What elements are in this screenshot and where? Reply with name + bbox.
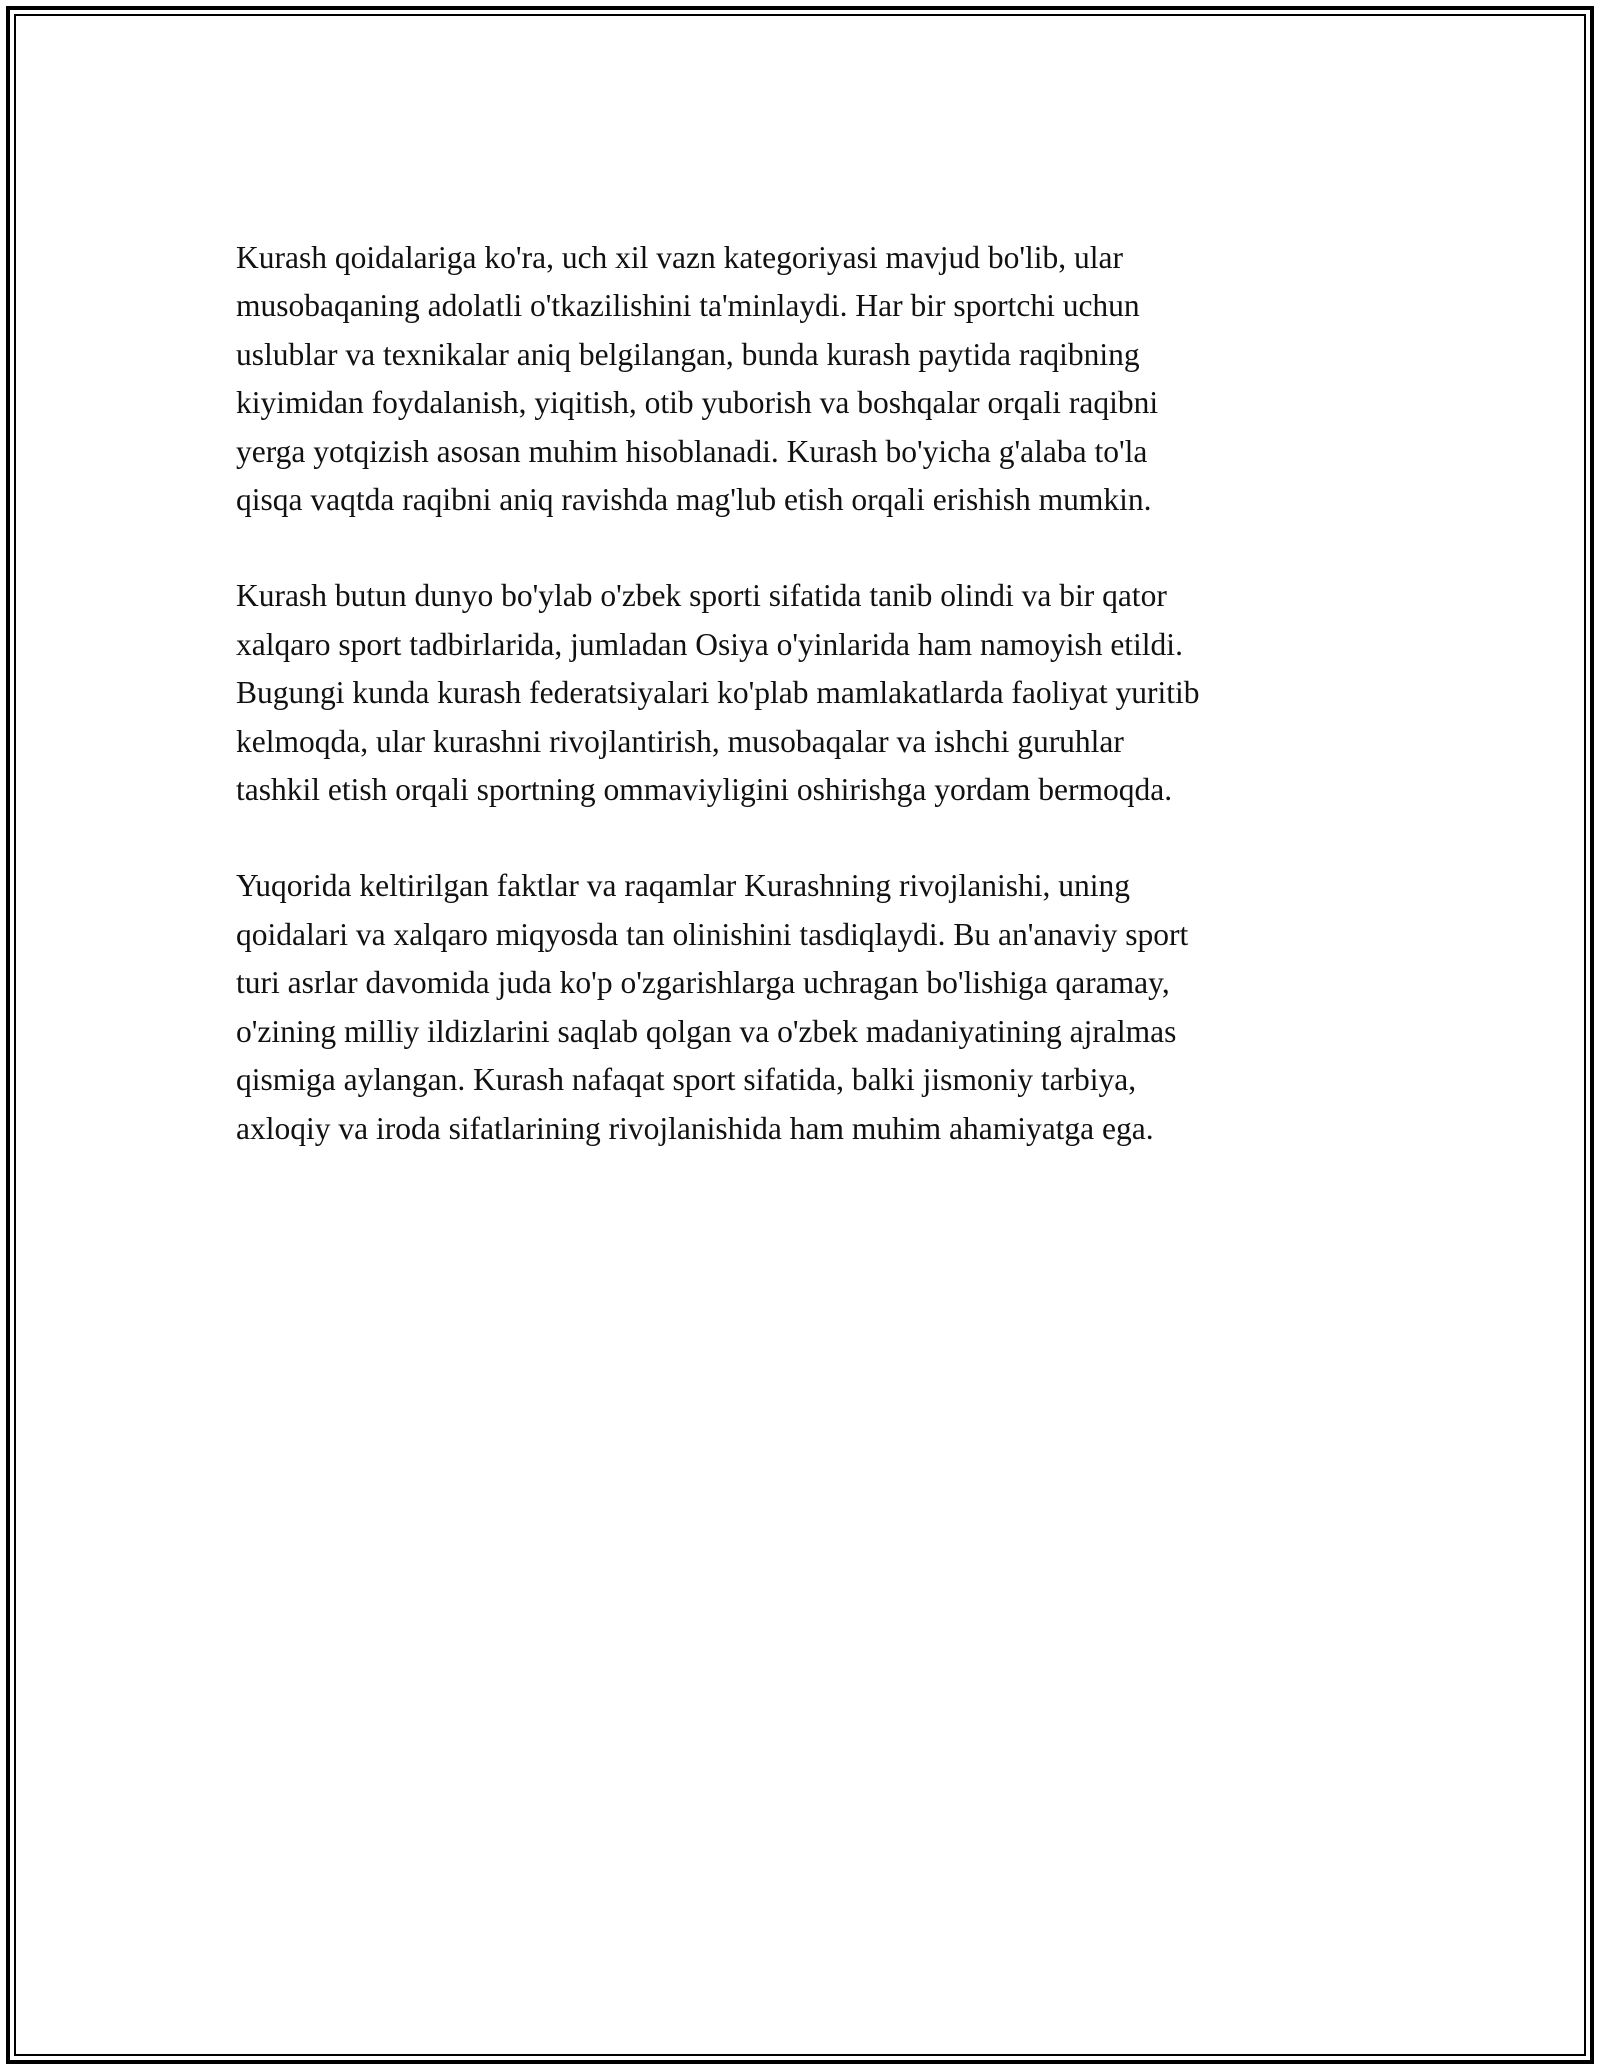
paragraph-conclusion: Yuqorida keltirilgan faktlar va raqamlar Kurashning rivojlanishi, uning qoidalari va xalqaro miqyosda tan olinishini tasdiqlaydi. Bu an'anaviy sport turi asrlar davomida juda ko'p o'zgarishlarga uchragan bo'lishiga qaramay, o'zining milliy ildizlarini saqlab qolgan va o'zbek madaniyatining ajralmas qismiga aylangan. Kurash nafaqat sport sifatida, balki jismoniy tarbiya, axloqiy va iroda sifatlarining rivojlanishida ham muhim ahamiyatga ega. bbox=[236, 868, 1189, 1146]
paragraph-international-recognition: Kurash butun dunyo bo'ylab o'zbek sporti sifatida tanib olindi va bir qator xalqaro sport tadbirlarida, jumladan Osiya o'yinlarida ham namoyish etildi. Bugungi kunda kurash federatsiyalari ko'plab mamlakatlarda faoliyat yuritib kelmoqda, ular kurashni rivojlantirish, musobaqalar va ishchi guruhlar tashkil etish orqali sportning ommaviyligini oshirishga yordam bermoqda. bbox=[236, 578, 1200, 808]
paragraph-rules: Kurash qoidalariga ko'ra, uch xil vazn kategoriyasi mavjud bo'lib, ular musobaqaning adolatli o'tkazilishini ta'minlaydi. Har bir sportchi uchun uslublar va texnikalar aniq belgilangan, bunda kurash paytida raqibning kiyimidan foydalanish, yiqitish, otib yuborish va boshqalar orqali raqibni yerga yotqizish asosan muhim hisoblanadi. Kurash bo'yicha g'alaba to'la qisqa vaqtda raqibni aniq ravishda mag'lub etish orqali erishish mumkin. bbox=[236, 240, 1159, 518]
document-body bbox=[236, 234, 1366, 1201]
